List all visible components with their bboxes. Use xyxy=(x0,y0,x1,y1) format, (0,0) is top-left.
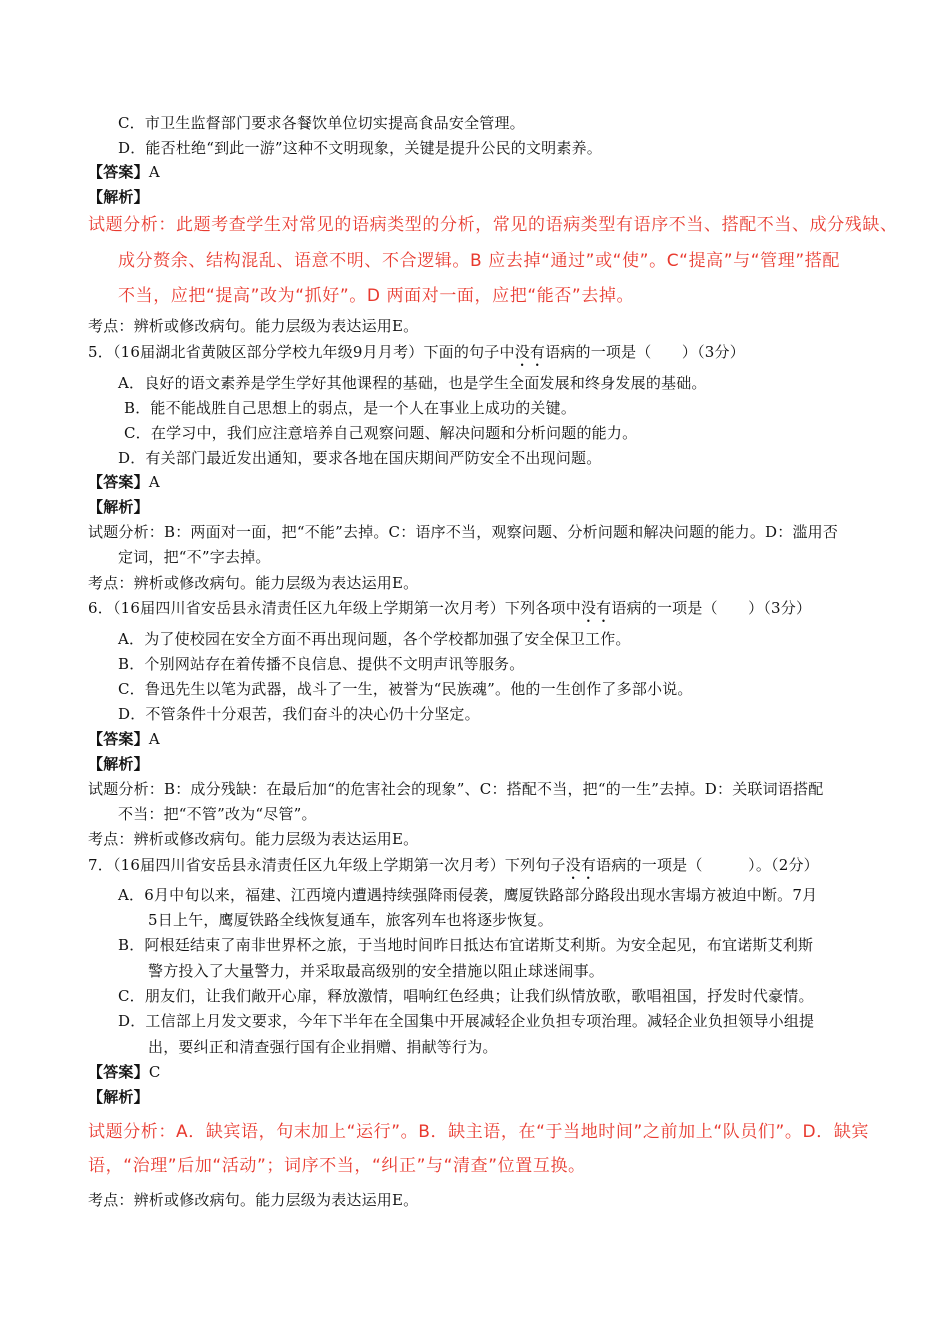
answer-value: A xyxy=(148,473,160,491)
q4-kaodian: 考点：辨析或修改病句。能力层级为表达运用E。 xyxy=(88,317,419,335)
q5-option-d: D．有关部门最近发出通知，要求各地在国庆期间严防安全不出现问题。 xyxy=(118,449,602,467)
q6-stem xyxy=(88,597,811,626)
q7-option-b-line-1: B．阿根廷结束了南非世界杯之旅，于当地时间昨日抵达布宜诺斯艾利斯。为安全起见，布宜诺斯艾利斯 xyxy=(118,936,814,954)
q5-option-c: C．在学习中，我们应注意培养自己观察问题、解决问题和分析问题的能力。 xyxy=(124,424,638,442)
q6-option-d: D．不管条件十分艰苦，我们奋斗的决心仍十分坚定。 xyxy=(118,705,480,723)
q5-stem-pre: 5．（16届湖北省黄陂区部分学校九年级9月月考）下面的句子中 xyxy=(88,343,515,361)
q6-kaodian: 考点：辨析或修改病句。能力层级为表达运用E。 xyxy=(88,830,419,848)
q6-analysis-line-2: 不当：把“不管”改为“尽管”。 xyxy=(118,805,317,823)
q6-analysis-line-1: 试题分析：B：成分残缺：在最后加“的危害社会的现象”、C：搭配不当，把“的一生”去掉。D：关联词语搭配 xyxy=(88,780,824,798)
q6-option-c: C．鲁迅先生以笔为武器，战斗了一生，被誉为“民族魂”。他的一生创作了多部小说。 xyxy=(118,680,693,698)
q5-option-b: B．能不能战胜自己思想上的弱点，是一个人在事业上成功的关键。 xyxy=(124,399,577,417)
q7-option-d-line-2: 出，要纠正和清查强行国有企业捐赠、捐献等行为。 xyxy=(148,1038,498,1056)
answer-label: 【答案】 xyxy=(88,473,149,491)
q6-answer xyxy=(88,728,160,750)
q5-answer xyxy=(88,471,160,493)
q7-stem-pre: 7．（16届四川省安岳县永清责任区九年级上学期第一次月考）下列句子 xyxy=(88,856,566,874)
q4-answer xyxy=(88,161,160,183)
answer-label: 【答案】 xyxy=(88,1063,149,1081)
q5-analysis-line-2: 定词，把“不”字去掉。 xyxy=(118,548,271,566)
answer-value: A xyxy=(148,730,160,748)
q5-stem-emphasis: 没有 xyxy=(514,343,546,361)
q7-stem xyxy=(88,854,819,883)
q6-stem-pre: 6．（16届四川省安岳县永清责任区九年级上学期第一次月考）下列各项中 xyxy=(88,599,581,617)
q7-option-b-line-2: 警方投入了大量警力，并采取最高级别的安全措施以阻止球迷闹事。 xyxy=(148,962,605,980)
q5-option-a: A．良好的语文素养是学生学好其他课程的基础，也是学生全面发展和终身发展的基础。 xyxy=(118,374,707,392)
q5-analysis-label: 【解析】 xyxy=(88,498,149,516)
q5-stem-post: 语病的一项是（ ）（3分） xyxy=(545,343,745,361)
q4-option-d: D．能否杜绝“到此一游”这种不文明现象，关键是提升公民的文明素养。 xyxy=(118,139,602,157)
answer-value: C xyxy=(148,1063,161,1081)
q7-answer xyxy=(88,1061,161,1083)
answer-value: A xyxy=(148,163,160,181)
q7-analysis-line-2: 语，“治理”后加“活动”；词序不当，“纠正”与“清查”位置互换。 xyxy=(88,1156,586,1176)
q6-stem-post: 语病的一项是（ ）（3分） xyxy=(611,599,812,617)
q7-analysis-label: 【解析】 xyxy=(88,1088,149,1106)
q5-analysis-line-1: 试题分析：B：两面对一面，把“不能”去掉。C：语序不当，观察问题、分析问题和解决问题的能力。D：滥用否 xyxy=(88,523,839,541)
q4-analysis-line-3: 不当，应把“提高”改为“抓好”。D 两面对一面，应把“能否”去掉。 xyxy=(118,286,635,306)
q7-option-c: C．朋友们，让我们敞开心扉，释放激情，唱响红色经典；让我们纵情放歌，歌唱祖国，抒发时代豪情。 xyxy=(118,987,814,1005)
q6-stem-emphasis: 没有 xyxy=(580,599,612,617)
answer-label: 【答案】 xyxy=(88,730,149,748)
q7-option-a-line-2: 5日上午，鹰厦铁路全线恢复通车，旅客列车也将逐步恢复。 xyxy=(148,911,553,929)
q4-analysis-line-1: 试题分析：此题考查学生对常见的语病类型的分析，常见的语病类型有语序不当、搭配不当、成分残缺、 xyxy=(88,215,898,235)
q7-stem-post: 语病的一项是（ ）。（2分） xyxy=(596,856,819,874)
q7-kaodian: 考点：辨析或修改病句。能力层级为表达运用E。 xyxy=(88,1191,419,1209)
q4-analysis-line-2: 成分赘余、结构混乱、语意不明、不合逻辑。B 应去掉“通过”或“使”。C“提高”与“管理”搭配 xyxy=(118,251,840,271)
q4-analysis-label: 【解析】 xyxy=(88,188,149,206)
q5-kaodian: 考点：辨析或修改病句。能力层级为表达运用E。 xyxy=(88,574,419,592)
q6-option-a: A．为了使校园在安全方面不再出现问题，各个学校都加强了安全保卫工作。 xyxy=(118,630,631,648)
q4-option-c: C．市卫生监督部门要求各餐饮单位切实提高食品安全管理。 xyxy=(118,114,525,132)
q7-stem-emphasis: 没有 xyxy=(565,856,597,874)
q5-stem xyxy=(88,341,745,370)
q6-analysis-label: 【解析】 xyxy=(88,755,149,773)
q7-analysis-line-1: 试题分析：A．缺宾语，句末加上“运行”。B．缺主语，在“于当地时间”之前加上“队员们”。D．缺宾 xyxy=(88,1122,870,1142)
q7-option-a-line-1: A．6月中旬以来，福建、江西境内遭遇持续强降雨侵袭，鹰厦铁路部分路段出现水害塌方被迫中断。7月 xyxy=(118,886,818,904)
q6-option-b: B．个别网站存在着传播不良信息、提供不文明声讯等服务。 xyxy=(118,655,525,673)
q7-option-d-line-1: D．工信部上月发文要求，今年下半年在全国集中开展减轻企业负担专项治理。减轻企业负担领导小组提 xyxy=(118,1012,815,1030)
answer-label: 【答案】 xyxy=(88,163,149,181)
